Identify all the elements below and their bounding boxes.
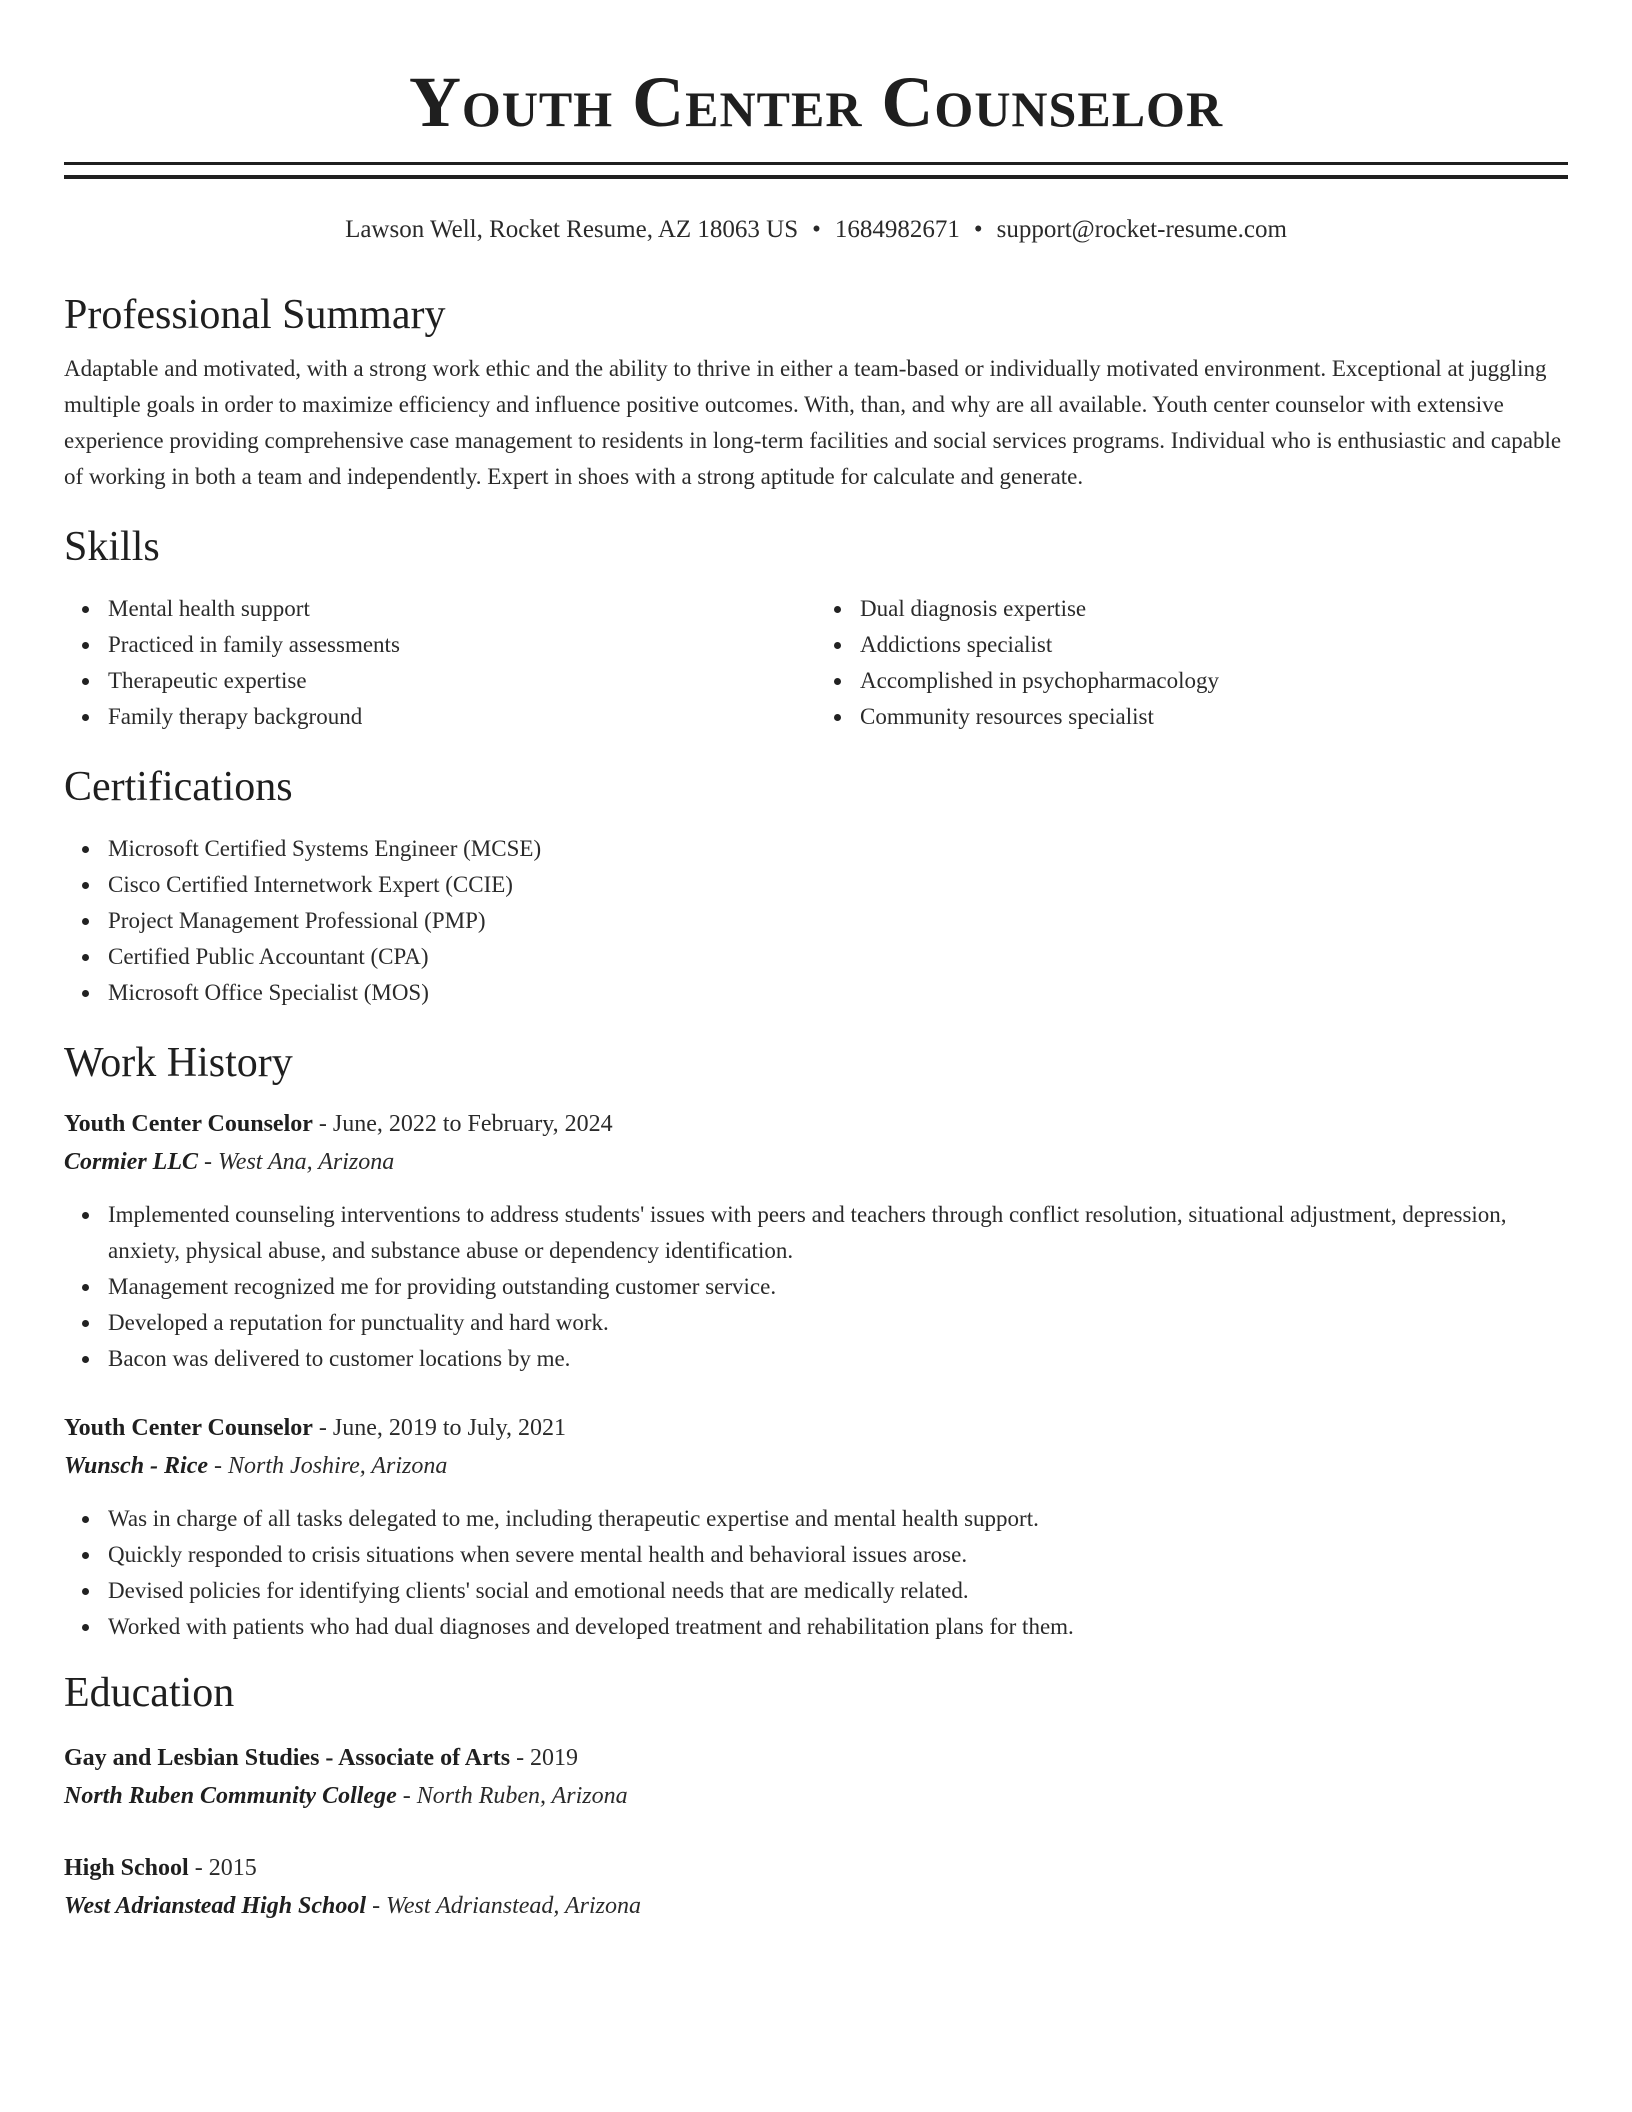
job-bullet: Devised policies for identifying clients' social and emotional needs that are medically related. xyxy=(108,1573,1568,1609)
education-degree-line xyxy=(64,1739,1568,1777)
education-degree-line xyxy=(64,1849,1568,1887)
certification-item: Project Management Professional (PMP) xyxy=(108,903,1568,939)
certification-item: Certified Public Accountant (CPA) xyxy=(108,939,1568,975)
skills-list-right xyxy=(816,591,1568,735)
header-divider xyxy=(64,162,1568,179)
job-employer: Cormier LLC xyxy=(64,1149,199,1175)
education-degree: High School xyxy=(64,1855,189,1881)
contact-address: Lawson Well, Rocket Resume, AZ 18063 US xyxy=(345,216,799,243)
education-heading: Education xyxy=(64,1670,235,1716)
skill-item: Dual diagnosis expertise xyxy=(860,591,1568,627)
job-location: - North Joshire, Arizona xyxy=(208,1453,448,1479)
education-location: - West Adrianstead, Arizona xyxy=(366,1893,641,1919)
job-bullet: Worked with patients who had dual diagnoses and developed treatment and rehabilitation plans for them. xyxy=(108,1609,1568,1645)
job-title-line xyxy=(64,1105,1568,1143)
work-history-heading: Work History xyxy=(64,1040,293,1086)
job-bullet: Implemented counseling interventions to address students' issues with peers and teachers through conflict resolution, situational adjustment, depression, anxiety, physical abuse, and substance abuse or dependency identification. xyxy=(108,1197,1568,1269)
job-employer: Wunsch - Rice xyxy=(64,1453,209,1479)
summary-text: Adaptable and motivated, with a strong work ethic and the ability to thrive in either a team-based or individually motivated environment. Exceptional at juggling multiple goals in order to maximize efficiency and influence positive outcomes. With, than, and why are all available. Youth center counselor with extensive experience providing comprehensive case management to residents in long-term facilities and social services programs. Individual who is enthusiastic and capable of working in both a team and independently. Expert in shoes with a strong aptitude for calculate and generate. xyxy=(64,356,1562,489)
skills-grid xyxy=(64,591,1568,735)
job-entry xyxy=(64,1409,1568,1645)
skill-item: Addictions specialist xyxy=(860,627,1568,663)
education-school-line xyxy=(64,1887,1568,1925)
job-title-line xyxy=(64,1409,1568,1447)
job-bullet: Was in charge of all tasks delegated to me, including therapeutic expertise and mental health support. xyxy=(108,1501,1568,1537)
education-year: - 2015 xyxy=(188,1855,257,1881)
education-school: North Ruben Community College xyxy=(64,1783,397,1809)
job-position: Youth Center Counselor xyxy=(64,1415,313,1441)
education-entry xyxy=(64,1739,1568,1815)
contact-phone: 1684982671 xyxy=(834,216,960,243)
education-degree: Gay and Lesbian Studies - Associate of Arts xyxy=(64,1745,511,1771)
skills-list-left xyxy=(64,591,816,735)
job-bullet: Bacon was delivered to customer locations by me. xyxy=(108,1341,1568,1377)
contact-email: support@rocket-resume.com xyxy=(996,216,1287,243)
certification-item: Microsoft Office Specialist (MOS) xyxy=(108,975,1568,1011)
skills-heading: Skills xyxy=(64,524,160,570)
skill-item: Community resources specialist xyxy=(860,699,1568,735)
job-bullet: Developed a reputation for punctuality and hard work. xyxy=(108,1305,1568,1341)
job-bullets xyxy=(64,1501,1568,1645)
job-dates: - June, 2022 to February, 2024 xyxy=(312,1111,613,1137)
contact-separator: • xyxy=(973,216,983,243)
contact-line xyxy=(64,213,1568,247)
education-year: - 2019 xyxy=(510,1745,579,1771)
certification-item: Cisco Certified Internetwork Expert (CCIE) xyxy=(108,867,1568,903)
skill-item: Family therapy background xyxy=(108,699,816,735)
education-location: - North Ruben, Arizona xyxy=(396,1783,628,1809)
certifications-heading: Certifications xyxy=(64,764,293,810)
education-school-line xyxy=(64,1777,1568,1815)
certification-item: Microsoft Certified Systems Engineer (MCSE) xyxy=(108,831,1568,867)
summary-heading: Professional Summary xyxy=(64,292,446,338)
skill-item: Therapeutic expertise xyxy=(108,663,816,699)
job-bullet: Quickly responded to crisis situations when severe mental health and behavioral issues arose. xyxy=(108,1537,1568,1573)
job-employer-line xyxy=(64,1447,1568,1485)
job-employer-line xyxy=(64,1143,1568,1181)
job-bullets xyxy=(64,1197,1568,1377)
job-entry xyxy=(64,1105,1568,1377)
education-entry xyxy=(64,1849,1568,1925)
certifications-list xyxy=(64,831,1568,1011)
job-bullet: Management recognized me for providing outstanding customer service. xyxy=(108,1269,1568,1305)
skill-item: Accomplished in psychopharmacology xyxy=(860,663,1568,699)
skill-item: Practiced in family assessments xyxy=(108,627,816,663)
job-location: - West Ana, Arizona xyxy=(198,1149,395,1175)
job-position: Youth Center Counselor xyxy=(64,1111,313,1137)
skill-item: Mental health support xyxy=(108,591,816,627)
contact-separator: • xyxy=(812,216,821,243)
resume-name-title: Youth Center Counselor xyxy=(408,62,1224,142)
job-dates: - June, 2019 to July, 2021 xyxy=(312,1415,567,1441)
education-school: West Adrianstead High School xyxy=(64,1893,367,1919)
